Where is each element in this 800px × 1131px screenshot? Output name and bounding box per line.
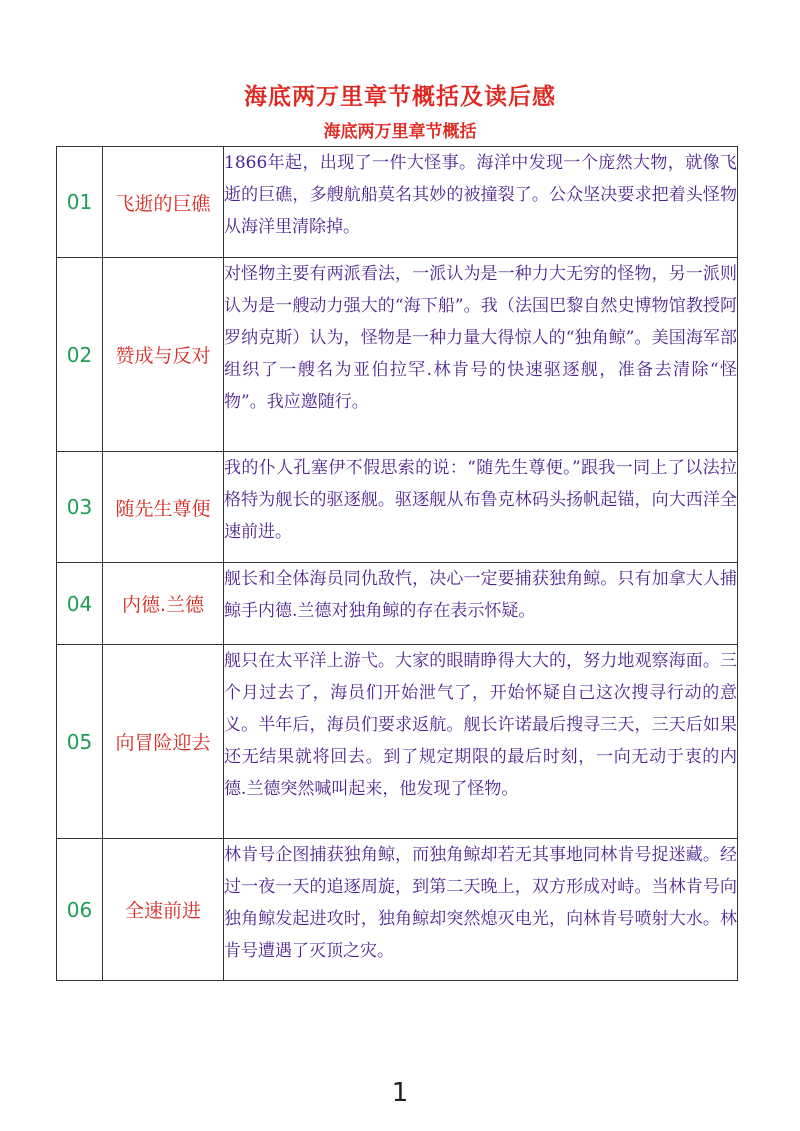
table-row [57, 645, 738, 839]
chapter-title: 向冒险迎去 [103, 645, 224, 839]
section-subtitle: 海底两万里章节概括 [323, 122, 477, 142]
chapter-title: 赞成与反对 [103, 258, 224, 452]
chapter-summary-table [56, 146, 738, 981]
page-number: 1 [391, 1078, 409, 1108]
chapter-summary: 舰只在太平洋上游弋。大家的眼睛睁得大大的，努力地观察海面。三个月过去了，海员们开始泄气了，开始怀疑自己这次搜寻行动的意义。半年后，海员们要求返航。舰长许诺最后搜寻三天，三天后如果还无结果就将回去。到了规定期限的最后时刻，一向无动于衷的内德.兰德突然喊叫起来，他发现了怪物。 [224, 645, 738, 839]
chapter-summary: 林肯号企图捕获独角鲸，而独角鲸却若无其事地同林肯号捉迷藏。经过一夜一天的追逐周旋，到第二天晚上，双方形成对峙。当林肯号向独角鲸发起进攻时，独角鲸却突然熄灭电光，向林肯号喷射大水。林肯号遭遇了灭顶之灾。 [224, 839, 738, 981]
chapter-number: 01 [57, 147, 103, 258]
table-row [57, 839, 738, 981]
chapter-number: 04 [57, 563, 103, 645]
chapter-summary: 舰长和全体海员同仇敌忾，决心一定要捕获独角鲸。只有加拿大人捕鲸手内德.兰德对独角鲸的存在表示怀疑。 [224, 563, 738, 645]
chapter-number: 05 [57, 645, 103, 839]
chapter-number: 06 [57, 839, 103, 981]
table-row [57, 147, 738, 258]
chapter-number: 02 [57, 258, 103, 452]
table-row [57, 452, 738, 563]
chapter-title: 飞逝的巨礁 [103, 147, 224, 258]
chapter-number: 03 [57, 452, 103, 563]
chapter-summary: 1866年起，出现了一件大怪事。海洋中发现一个庞然大物，就像飞逝的巨礁，多艘航船莫名其妙的被撞裂了。公众坚决要求把着头怪物从海洋里清除掉。 [224, 147, 738, 258]
chapter-title: 随先生尊便 [103, 452, 224, 563]
page-title: 海底两万里章节概括及读后感 [244, 84, 556, 110]
table-row [57, 258, 738, 452]
table-row [57, 563, 738, 645]
chapter-summary: 我的仆人孔塞伊不假思索的说：“随先生尊便。”跟我一同上了以法拉格特为舰长的驱逐舰。驱逐舰从布鲁克林码头扬帆起锚，向大西洋全速前进。 [224, 452, 738, 563]
chapter-summary: 对怪物主要有两派看法，一派认为是一种力大无穷的怪物，另一派则认为是一艘动力强大的“海下船”。我（法国巴黎自然史博物馆教授阿罗纳克斯）认为，怪物是一种力量大得惊人的“独角鲸”。美国海军部组织了一艘名为亚伯拉罕.林肯号的快速驱逐舰，准备去清除“怪物”。我应邀随行。 [224, 258, 738, 452]
chapter-title: 内德.兰德 [103, 563, 224, 645]
chapter-title: 全速前进 [103, 839, 224, 981]
